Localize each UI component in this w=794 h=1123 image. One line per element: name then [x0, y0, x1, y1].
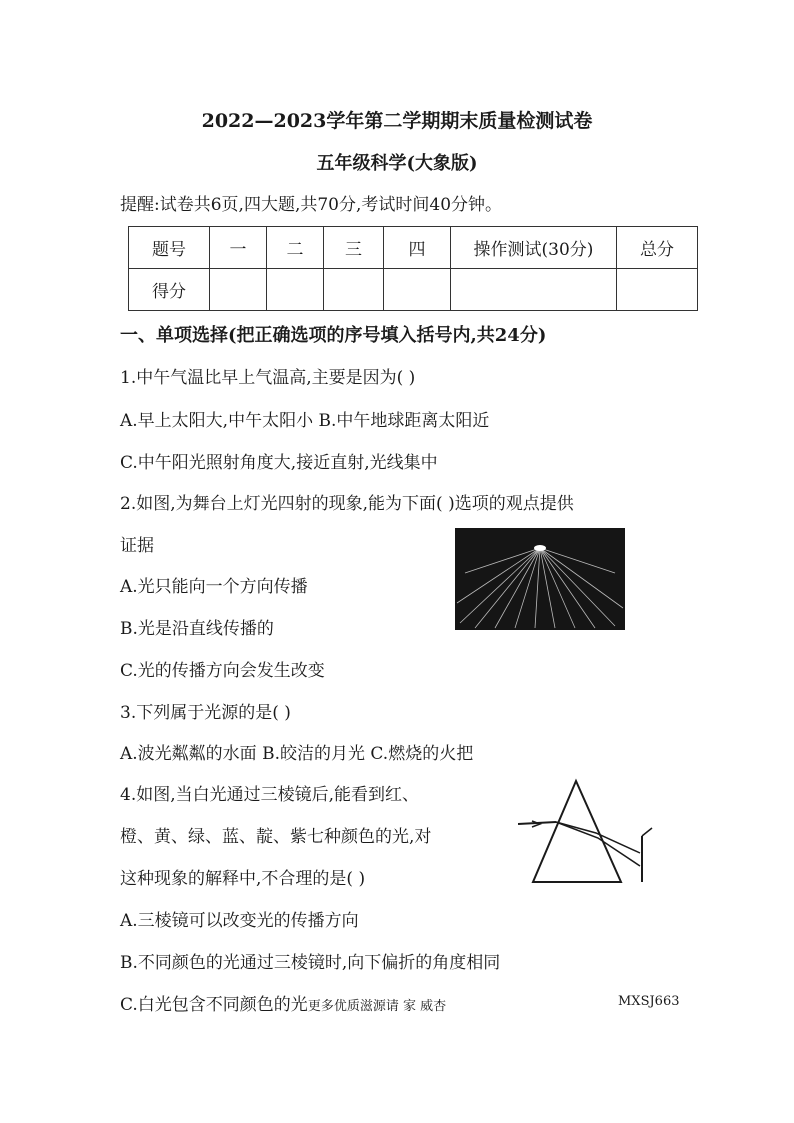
- score-cell[interactable]: [267, 269, 324, 311]
- q4-stem-line2: 橙、黄、绿、蓝、靛、紫七种颜色的光,对: [120, 827, 432, 847]
- section-1-heading: 一、单项选择(把正确选项的序号填入括号内,共24分): [120, 325, 547, 346]
- q4-option-b: B.不同颜色的光通过三棱镜时,向下偏折的角度相同: [120, 953, 501, 973]
- score-table: [128, 226, 698, 311]
- q4-stem-line3: 这种现象的解释中,不合理的是( ): [120, 869, 366, 889]
- q1-option-c: C.中午阳光照射角度大,接近直射,光线集中: [120, 453, 438, 473]
- score-row-label: 得分: [129, 269, 210, 311]
- q1-options-ab: A.早上太阳大,中午太阳小 B.中午地球距离太阳近: [120, 411, 490, 431]
- exam-reminder: 提醒:试卷共6页,四大题,共70分,考试时间40分钟。: [120, 195, 503, 215]
- q2-option-b: B.光是沿直线传播的: [120, 619, 274, 639]
- score-table-header-row: [129, 227, 698, 269]
- score-cell[interactable]: [210, 269, 267, 311]
- score-cell[interactable]: [324, 269, 384, 311]
- q4-option-a: A.三棱镜可以改变光的传播方向: [120, 911, 359, 931]
- exam-subtitle: 五年级科学(大象版): [316, 153, 478, 174]
- prism-drawing: [518, 778, 658, 886]
- prism-image: [518, 778, 658, 886]
- q2-stem-line2: 证据: [120, 536, 154, 556]
- score-table-score-row: [129, 269, 698, 311]
- stage-lights-drawing: [455, 528, 625, 630]
- watermark-text: 更多优质滋源请 家 威杏: [307, 999, 447, 1014]
- q4-stem-line1: 4.如图,当白光通过三棱镜后,能看到红、: [120, 785, 420, 805]
- page-code: MXSJ663: [618, 994, 680, 1009]
- score-cell[interactable]: [451, 269, 617, 311]
- header-cell-1: 一: [210, 227, 267, 269]
- q2-option-c: C.光的传播方向会发生改变: [120, 661, 325, 681]
- header-cell-2: 二: [267, 227, 324, 269]
- header-cell-3: 三: [324, 227, 384, 269]
- score-cell[interactable]: [617, 269, 698, 311]
- header-cell-total: 总分: [617, 227, 698, 269]
- q2-option-a: A.光只能向一个方向传播: [120, 577, 308, 597]
- q3-stem: 3.下列属于光源的是( ): [120, 703, 291, 723]
- header-cell-4: 四: [384, 227, 451, 269]
- q2-stem-line1: 2.如图,为舞台上灯光四射的现象,能为下面( )选项的观点提供: [120, 494, 574, 514]
- q4-option-c-text: C.白光包含不同颜色的光: [120, 995, 308, 1015]
- header-cell-practical-test: 操作测试(30分): [451, 227, 617, 269]
- q4-option-c: [120, 990, 446, 1015]
- exam-title: 2022—2023学年第二学期期末质量检测试卷: [201, 110, 593, 132]
- header-cell-question-number: 题号: [129, 227, 210, 269]
- stage-lights-image: [455, 528, 625, 630]
- score-cell[interactable]: [384, 269, 451, 311]
- q3-options: A.波光粼粼的水面 B.皎洁的月光 C.燃烧的火把: [120, 744, 474, 764]
- q1-stem: 1.中午气温比早上气温高,主要是因为( ): [120, 368, 416, 388]
